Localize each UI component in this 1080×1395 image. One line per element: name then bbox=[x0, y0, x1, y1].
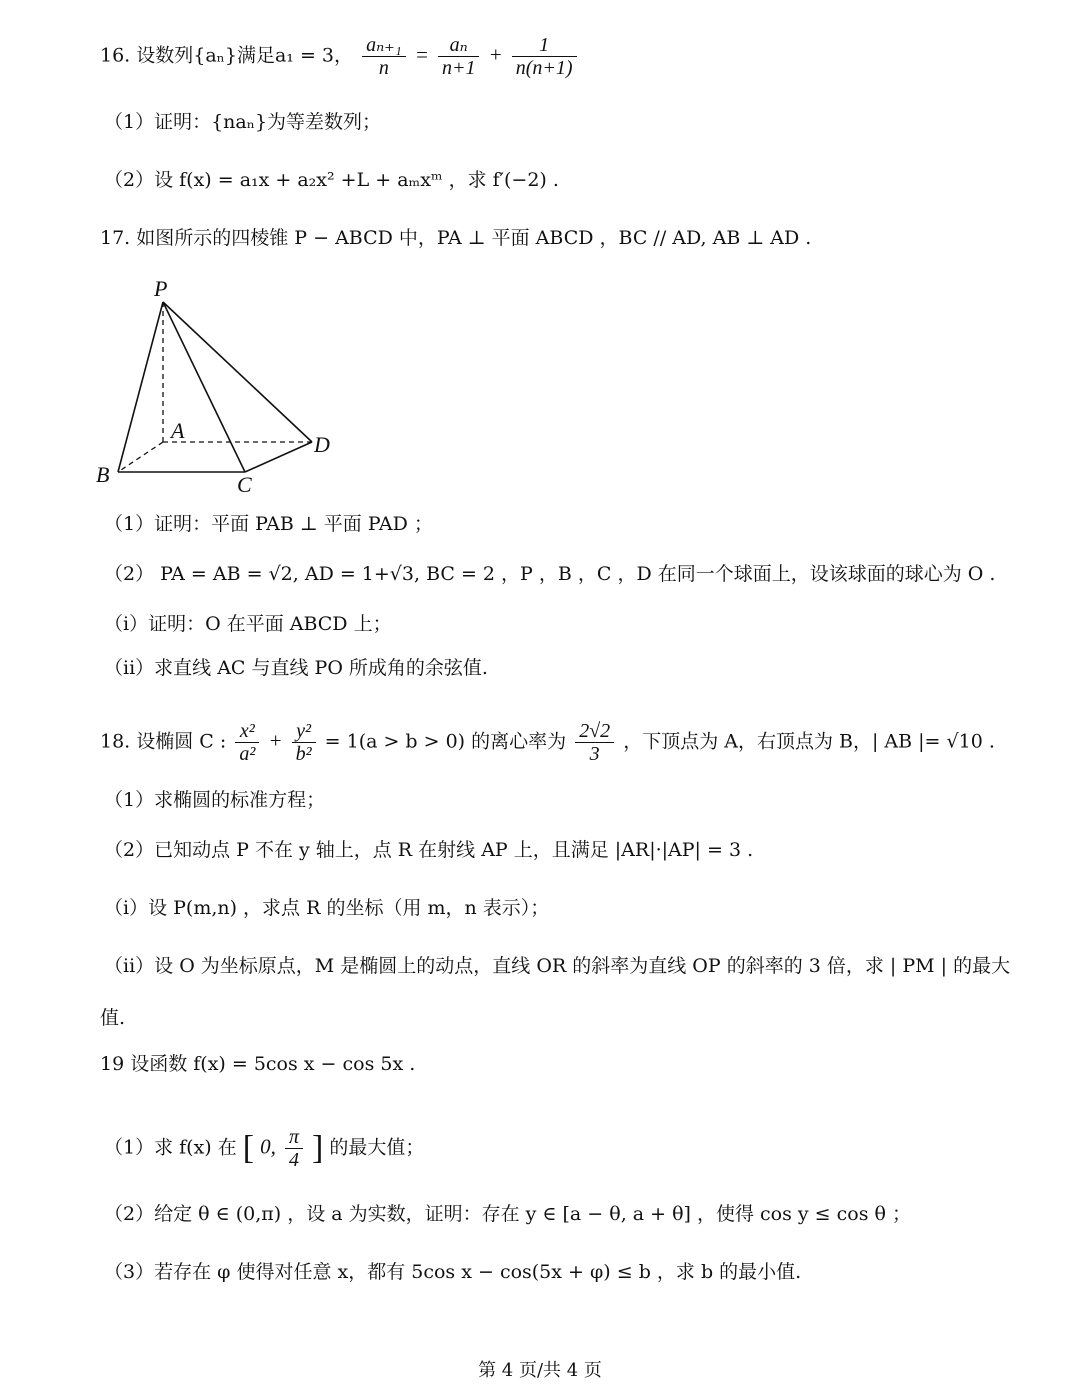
q18-frac-e: $\frac{2√2}{3}$ bbox=[575, 720, 614, 765]
q17-part1: （1）证明：平面 PAB ⊥ 平面 PAD ； bbox=[104, 513, 433, 535]
label-P: P bbox=[154, 276, 168, 301]
q19-frac-pi4: $\frac{\pi}{4}$ bbox=[285, 1126, 303, 1171]
q19-interval-left: 0, bbox=[260, 1134, 276, 1159]
q19-part1-pre: （1）求 f(x) 在 bbox=[104, 1136, 237, 1159]
q17-part2-ii: （ii）求直线 AC 与直线 PO 所成角的余弦值. bbox=[104, 657, 488, 679]
q16-frac2: $\frac{\text{aₙ}}{n+1}$ bbox=[438, 34, 480, 79]
q17-stem: 17. 如图所示的四棱锥 P − ABCD 中，PA ⊥ 平面 ABCD ，BC // AD, AB ⊥ AD . bbox=[100, 227, 812, 249]
q18-part2-i: （i）设 P(m,n) ，求点 R 的坐标（用 m，n 表示）； bbox=[104, 897, 550, 919]
q18-part2: （2）已知动点 P 不在 y 轴上，点 R 在射线 AP 上，且满足 |AR|·|AP| = 3 . bbox=[104, 839, 754, 861]
q16-part2: （2）设 f(x) = a₁x + a₂x² +L + aₘxᵐ ，求 f′(−2) . bbox=[104, 169, 559, 191]
edge-PB bbox=[118, 302, 163, 472]
q19-part2: （2）给定 θ ∈ (0,π) ，设 a 为实数，证明：存在 y ∈ [a − θ, a + θ] ，使得 cos y ≤ cos θ ； bbox=[104, 1203, 911, 1225]
pyramid-figure bbox=[90, 272, 350, 502]
label-D: D bbox=[314, 432, 330, 457]
q18-part2-ii-b: 值. bbox=[100, 1007, 126, 1029]
q16-frac3: $\frac{1}{n(n+1)}$ bbox=[512, 34, 577, 79]
q16-stem-pre: 16. 设数列{aₙ}满足a₁ = 3， bbox=[100, 44, 354, 67]
label-A: A bbox=[171, 418, 185, 443]
label-B: B bbox=[96, 462, 110, 487]
q18-stem-post: ，下顶点为 A，右顶点为 B，| AB |= √10 . bbox=[623, 730, 995, 753]
q18-frac-y: $\frac{\text{y²}}{\text{b²}}$ bbox=[292, 720, 316, 765]
q18-part1: （1）求椭圆的标准方程； bbox=[104, 789, 326, 811]
q19-part1: （1）求 f(x) 在 [ 0, $\frac{\pi}{4}$ ] 的最大值； bbox=[104, 1126, 425, 1171]
edge-PC bbox=[163, 302, 245, 472]
q16-frac1: $\frac{\text{aₙ₊₁}}{n}$ bbox=[362, 34, 406, 79]
edge-PD bbox=[163, 302, 312, 442]
q19-stem: 19 设函数 f(x) = 5cos x − cos 5x . bbox=[100, 1053, 416, 1075]
q17-part2-i: （i）证明：O 在平面 ABCD 上； bbox=[104, 613, 392, 635]
q18-part2-ii-a: （ii）设 O 为坐标原点，M 是椭圆上的动点，直线 OR 的斜率为直线 OP 的斜率的 3 倍，求 | PM | 的最大 bbox=[104, 955, 1011, 977]
edge-CD bbox=[245, 442, 312, 472]
label-C: C bbox=[237, 472, 252, 497]
q16-part1: （1）证明：{naₙ}为等差数列； bbox=[104, 111, 382, 133]
q18-stem-mid: = 1(a > b > 0) 的离心率为 bbox=[324, 730, 567, 753]
q19-part3: （3）若存在 φ 使得对任意 x，都有 5cos x − cos(5x + φ) ≤ b ，求 b 的最小值. bbox=[104, 1261, 802, 1283]
q17-part2: （2） PA = AB = √2, AD = 1+√3, BC = 2 ，P ，B ，C ，D 在同一个球面上，设该球面的球心为 O . bbox=[104, 563, 996, 585]
q18-stem: 18. 设椭圆 C : $\frac{\text{x²}}{\text{a²}}$ + $\frac{\text{y²}}{\text{b²}}$ = 1(a > b > 0) 的离心率为 $\frac{2√2}{3}$ ，下顶点为 A，右顶点为 B，| AB |= √10 . bbox=[100, 720, 995, 765]
q19-part1-post: 的最大值； bbox=[329, 1136, 425, 1159]
page-footer: 第 4 页/共 4 页 bbox=[478, 1360, 602, 1381]
q18-frac-x: $\frac{\text{x²}}{\text{a²}}$ bbox=[235, 720, 259, 765]
q18-stem-pre: 18. 设椭圆 C : bbox=[100, 730, 227, 753]
q16-stem: 16. 设数列{aₙ}满足a₁ = 3， $\frac{\text{aₙ₊₁}}{n}$ = $\frac{\text{aₙ}}{n+1}$ + $\frac{1}{n(n+1)}$ bbox=[100, 34, 1010, 79]
